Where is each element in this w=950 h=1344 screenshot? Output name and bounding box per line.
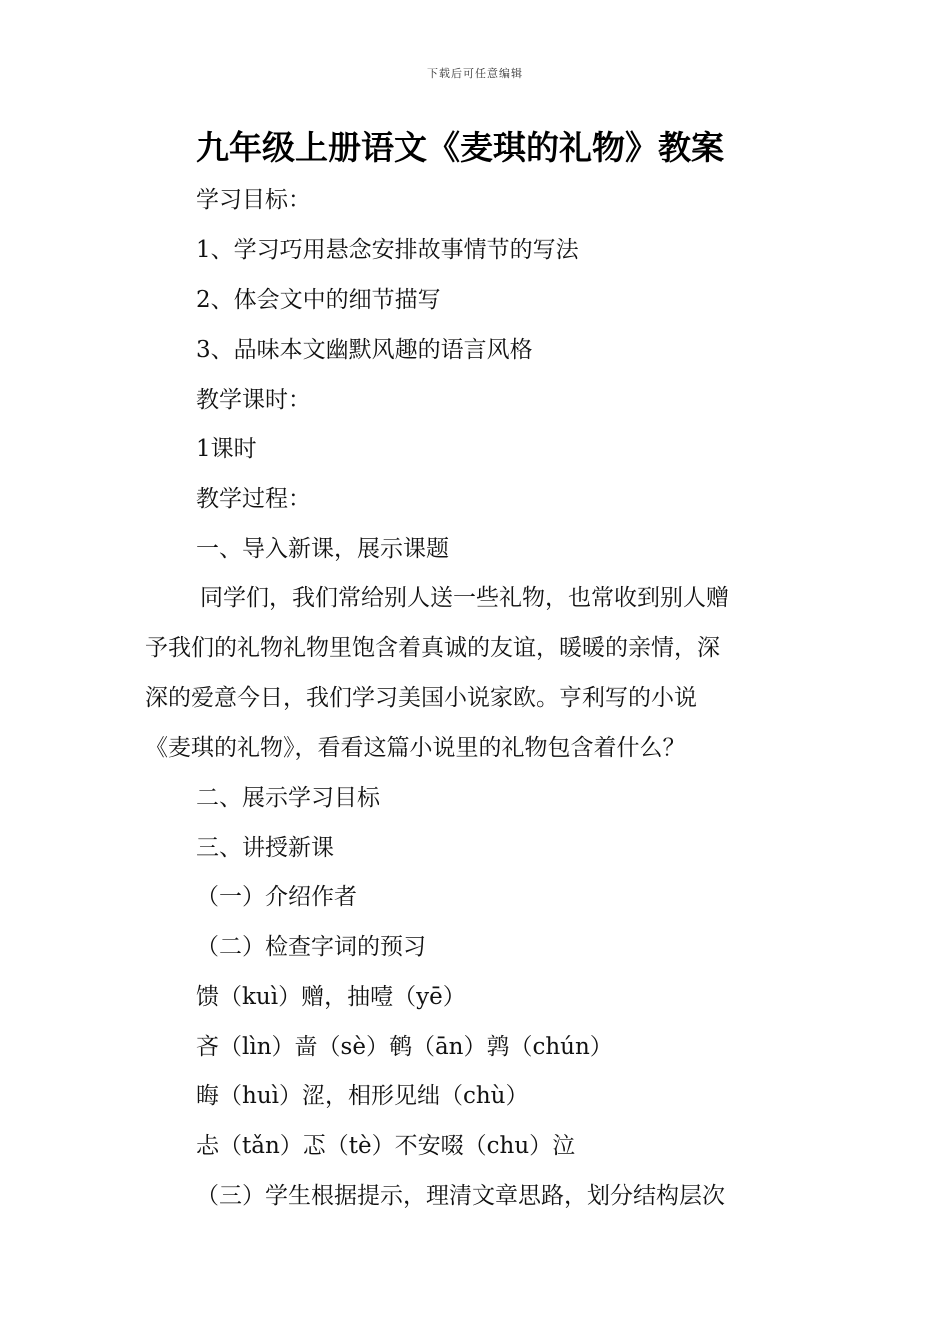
section-heading-objectives: 学习目标： xyxy=(196,187,311,213)
paragraph-line: 《麦琪的礼物》，看看这篇小说里的礼物包含着什么？ xyxy=(145,735,686,761)
substep-structure-analysis: （三）学生根据提示，理清文章思路，划分结构层次 xyxy=(196,1183,725,1209)
vocabulary-line-4: 忐（tǎn）忑（tè）不安啜（chu）泣 xyxy=(196,1133,576,1159)
step-heading-show-objectives: 二、展示学习目标 xyxy=(196,785,380,811)
step-heading-introduction: 一、导入新课，展示课题 xyxy=(196,536,449,562)
section-heading-process: 教学过程： xyxy=(196,486,311,512)
objective-item-3: 3、品味本文幽默风趣的语言风格 xyxy=(196,337,533,363)
class-hours-value: 1课时 xyxy=(196,436,257,462)
vocabulary-line-1: 馈（kuì）赠，抽噎（yē） xyxy=(196,984,466,1010)
substep-vocabulary-check: （二）检查字词的预习 xyxy=(196,934,426,960)
vocabulary-line-3: 晦（huì）涩，相形见绌（chù） xyxy=(196,1083,529,1109)
paragraph-line: 同学们，我们常给别人送一些礼物，也常收到别人赠 xyxy=(200,585,729,611)
substep-introduce-author: （一）介绍作者 xyxy=(196,884,357,910)
page-header-note: 下载后可任意编辑 xyxy=(427,67,523,80)
section-heading-class-hours: 教学课时： xyxy=(196,387,311,413)
paragraph-line: 予我们的礼物礼物里饱含着真诚的友谊，暖暖的亲情，深 xyxy=(145,635,720,661)
step-heading-new-lesson: 三、讲授新课 xyxy=(196,835,334,861)
intro-paragraph xyxy=(145,583,810,783)
objective-item-1: 1、学习巧用悬念安排故事情节的写法 xyxy=(196,237,579,263)
document-title: 九年级上册语文《麦琪的礼物》教案 xyxy=(196,128,724,167)
objective-item-2: 2、体会文中的细节描写 xyxy=(196,287,441,313)
paragraph-line: 深的爱意今日，我们学习美国小说家欧。亨利写的小说 xyxy=(145,685,697,711)
vocabulary-line-2: 吝（lìn）啬（sè）鹌（ān）鹑（chún） xyxy=(196,1034,613,1060)
